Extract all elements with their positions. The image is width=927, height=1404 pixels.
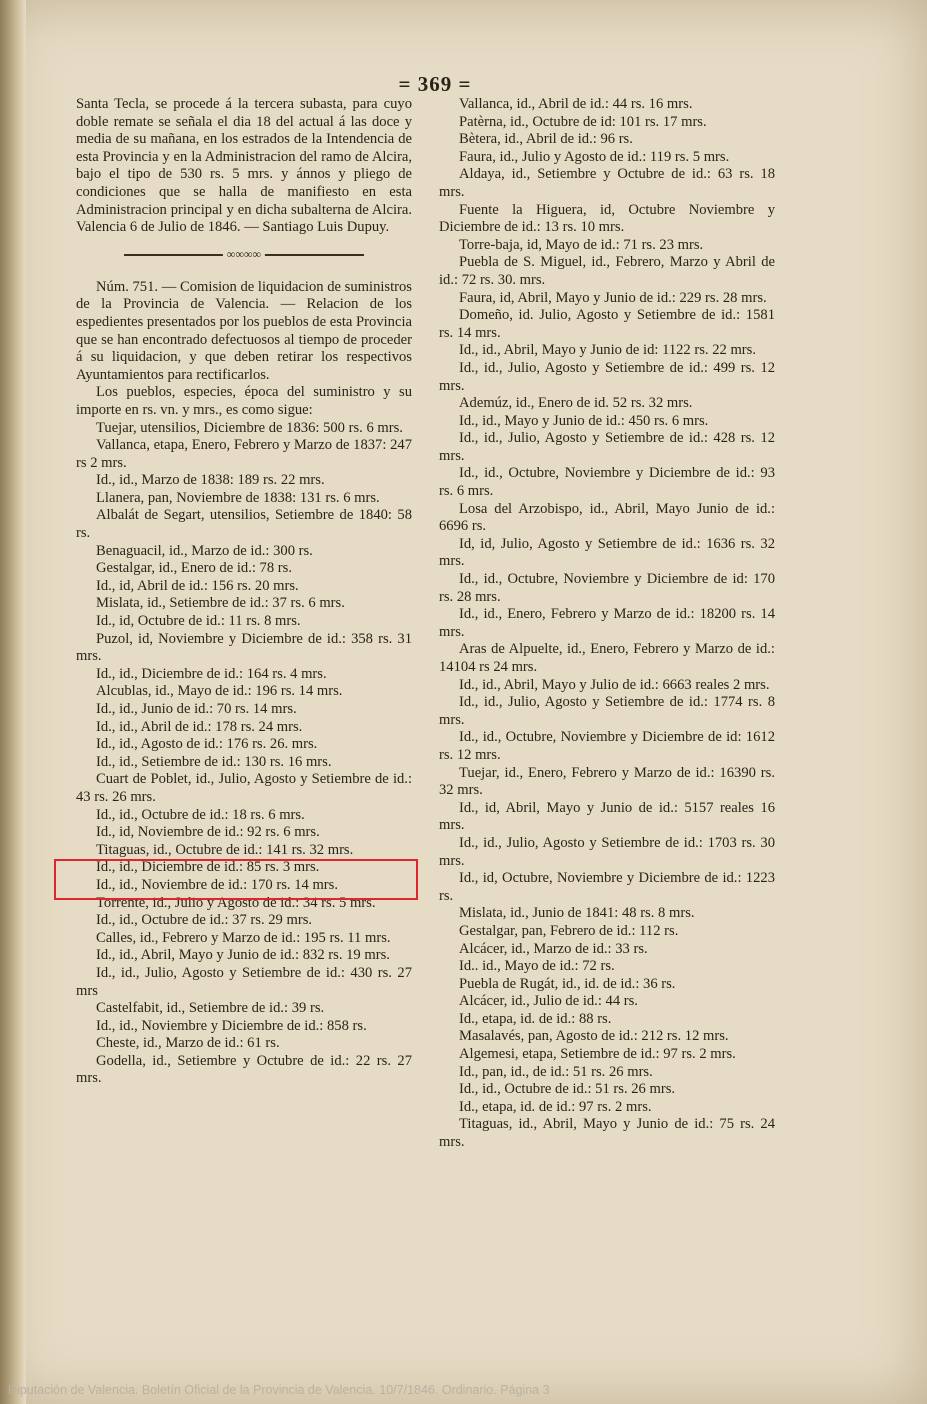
list-item: Patèrna, id., Octubre de id: 101 rs. 17 mrs. <box>459 113 707 130</box>
list-item: Id., id., Octubre de id.: 51 rs. 26 mrs. <box>459 1081 676 1098</box>
list-item: Id., id, Abril, Mayo y Junio de id.: 5157 reales 16 mrs. <box>439 799 775 834</box>
list-item: Masalavés, pan, Agosto de id.: 212 rs. 12 mrs. <box>459 1028 729 1045</box>
list-item: Calles, id., Febrero y Marzo de id.: 195 rs. 11 mrs. <box>96 929 391 946</box>
list-item: Id., id., Julio, Agosto y Setiembre de id.: 428 rs. 12 mrs. <box>439 430 775 464</box>
list-item: Id., id., Julio, Agosto y Setiembre de id.: 430 rs. 27 mrs <box>76 964 412 999</box>
announcement-lead: Los pueblos, especies, época del suministro y su importe en rs. vn. y mrs., es como sigue: <box>76 384 412 418</box>
list-item: Id., id, Octubre de id.: 11 rs. 8 mrs. <box>96 613 301 630</box>
list-item: Id., id., Julio, Agosto y Setiembre de id.: 499 rs. 12 mrs. <box>439 359 775 394</box>
list-item: Id., id., Abril, Mayo y Julio de id.: 6663 reales 2 mrs. <box>459 676 770 693</box>
list-item: Id., id., Noviembre de id.: 170 rs. 14 mrs. <box>96 876 338 893</box>
right-entry-list <box>439 96 775 1152</box>
list-item: Benaguacil, id., Marzo de id.: 300 rs. <box>96 542 313 559</box>
list-item: Tuejar, id., Enero, Febrero y Marzo de id.: 16390 rs. 32 mrs. <box>439 764 775 799</box>
list-item: Id., id., Agosto de id.: 176 rs. 26. mrs. <box>96 736 318 753</box>
list-item: Faura, id, Abril, Mayo y Junio de id.: 229 rs. 28 mrs. <box>459 289 767 306</box>
list-item: Id., id., Abril de id.: 178 rs. 24 mrs. <box>96 718 303 735</box>
list-item: Gestalgar, id., Enero de id.: 78 rs. <box>96 560 292 577</box>
list-item: Titaguas, id., Octubre de id.: 141 rs. 32 mrs. <box>96 841 354 858</box>
list-item: Id., id., Enero, Febrero y Marzo de id.: 18200 rs. 14 mrs. <box>439 606 775 640</box>
list-item: Id., id., Setiembre de id.: 130 rs. 16 mrs. <box>96 753 332 770</box>
list-item: Losa del Arzobispo, id., Abril, Mayo Junio de id.: 6696 rs. <box>439 500 775 535</box>
list-item: Godella, id., Setiembre y Octubre de id.: 22 rs. 27 mrs. <box>76 1052 412 1087</box>
list-item: Id., id., Octubre, Noviembre y Diciembre de id.: 93 rs. 6 mrs. <box>439 465 775 500</box>
list-item: Aras de Alpuelte, id., Enero, Febrero y Marzo de id.: 14104 rs 24 mrs. <box>439 641 775 675</box>
list-item: Puebla de S. Miguel, id., Febrero, Marzo y Abril de id.: 72 rs. 30. mrs. <box>439 254 775 288</box>
binding-gutter <box>0 0 26 1404</box>
list-item: Alcublas, id., Mayo de id.: 196 rs. 14 mrs. <box>96 683 343 700</box>
list-item: Gestalgar, pan, Febrero de id.: 112 rs. <box>459 922 679 939</box>
list-item: Id.. id., Mayo de id.: 72 rs. <box>459 958 615 975</box>
list-item: Faura, id., Julio y Agosto de id.: 119 rs. 5 mrs. <box>459 148 730 165</box>
list-item: Vallanca, id., Abril de id.: 44 rs. 16 mrs. <box>459 96 693 112</box>
list-item: Torrente, id., Julio y Agosto de id.: 34 rs. 5 mrs. <box>96 894 376 911</box>
list-item: Id., id., Octubre, Noviembre y Diciembre de id: 1612 rs. 12 mrs. <box>439 729 775 763</box>
list-item: Id., pan, id., de id.: 51 rs. 26 mrs. <box>459 1063 653 1080</box>
list-item: Cheste, id., Marzo de id.: 61 rs. <box>96 1035 280 1052</box>
list-item: Algemesi, etapa, Setiembre de id.: 97 rs. 2 mrs. <box>459 1046 736 1063</box>
list-item: Domeño, id. Julio, Agosto y Setiembre de id.: 1581 rs. 14 mrs. <box>439 307 775 341</box>
list-item: Id., id., Diciembre de id.: 85 rs. 3 mrs. <box>96 859 320 876</box>
list-item: Id., id, Abril de id.: 156 rs. 20 mrs. <box>96 577 299 594</box>
list-item: Mislata, id., Setiembre de id.: 37 rs. 6 mrs. <box>96 595 345 612</box>
page-number: = 369 = <box>398 72 472 96</box>
list-item: Id., id, Noviembre de id.: 92 rs. 6 mrs. <box>96 824 320 841</box>
list-item: Id., id., Octubre, Noviembre y Diciembre de id: 170 rs. 28 mrs. <box>439 571 775 605</box>
list-item: Fuente la Higuera, id, Octubre Noviembre y Diciembre de id.: 13 rs. 10 mrs. <box>439 201 775 236</box>
list-item: Id., id., Octubre de id.: 37 rs. 29 mrs. <box>96 912 313 929</box>
list-item: Id., id., Abril, Mayo y Junio de id.: 832 rs. 19 mrs. <box>96 947 390 964</box>
list-item: Alcácer, id., Julio de id.: 44 rs. <box>459 993 638 1010</box>
list-item: Llanera, pan, Noviembre de 1838: 131 rs. 6 mrs. <box>96 489 380 506</box>
list-item: Id., id., Noviembre y Diciembre de id.: 858 rs. <box>96 1017 367 1034</box>
left-entry-list <box>76 420 412 1089</box>
list-item: Id., id., Julio, Agosto y Setiembre de id.: 1774 rs. 8 mrs. <box>439 694 775 728</box>
list-item: Vallanca, etapa, Enero, Febrero y Marzo de 1837: 247 rs 2 mrs. <box>76 437 412 471</box>
highlight-box <box>54 859 418 900</box>
list-item: Titaguas, id., Abril, Mayo y Junio de id.: 75 rs. 24 mrs. <box>439 1116 775 1151</box>
list-item: Albalát de Segart, utensilios, Setiembre de 1840: 58 rs. <box>76 507 412 542</box>
left-column <box>76 96 412 1088</box>
list-item: Id., id., Mayo y Junio de id.: 450 rs. 6 mrs. <box>459 412 709 429</box>
right-column <box>439 96 775 1152</box>
list-item: Ademúz, id., Enero de id. 52 rs. 32 mrs. <box>459 395 693 412</box>
divider-ornament: ∞∞∞∞ <box>223 247 265 261</box>
section-divider <box>124 246 364 261</box>
list-item: Puebla de Rugát, id., id. de id.: 36 rs. <box>459 975 676 992</box>
list-item: Puzol, id, Noviembre y Diciembre de id.: 358 rs. 31 mrs. <box>76 630 412 665</box>
list-item: Mislata, id., Junio de 1841: 48 rs. 8 mrs. <box>459 905 695 922</box>
list-item: Aldaya, id., Setiembre y Octubre de id.: 63 rs. 18 mrs. <box>439 166 775 200</box>
intro-paragraph: Santa Tecla, se procede á la tercera subasta, para cuyo doble remate se señala el dia 18 del actual á las doce y media de su mañana, en los estrados de la Intendencia de esta Provincia y en la Administracion del ramo de Alcira, bajo el tipo de 530 rs. 5 mrs. y ánnos y pliego de condiciones que se halla de manifiesto en esta Administracion principal y en dicha subalterna de Alcira. Valencia 6 de Julio de 1846. — Santiago Luis Dupuy. <box>76 96 412 236</box>
list-item: Id., id., Marzo de 1838: 189 rs. 22 mrs. <box>96 472 325 489</box>
list-item: Id., id., Diciembre de id.: 164 rs. 4 mrs. <box>96 665 327 682</box>
list-item: Alcácer, id., Marzo de id.: 33 rs. <box>459 940 648 957</box>
list-item: Id., id., Julio, Agosto y Setiembre de id.: 1703 rs. 30 mrs. <box>439 834 775 869</box>
list-item: Castelfabit, id., Setiembre de id.: 39 rs. <box>96 1000 325 1017</box>
list-item: Torre-baja, id, Mayo de id.: 71 rs. 23 mrs. <box>459 236 704 253</box>
list-item: Id., id, Octubre, Noviembre y Diciembre de id.: 1223 rs. <box>439 870 775 904</box>
list-item: Id., id., Junio de id.: 70 rs. 14 mrs. <box>96 701 297 717</box>
list-item: Tuejar, utensilios, Diciembre de 1836: 500 rs. 6 mrs. <box>96 419 403 436</box>
list-item: Cuart de Poblet, id., Julio, Agosto y Setiembre de id.: 43 rs. 26 mrs. <box>76 771 412 805</box>
list-item: Id., id., Octubre de id.: 18 rs. 6 mrs. <box>96 806 305 823</box>
list-item: Id, id, Julio, Agosto y Setiembre de id.: 1636 rs. 32 mrs. <box>439 535 775 570</box>
list-item: Id., id., Abril, Mayo y Junio de id: 1122 rs. 22 mrs. <box>459 342 756 359</box>
footer-credit: Diputación de Valencia. Boletín Oficial de la Provincia de Valencia. 10/7/1846. Ordinario. Página 3 <box>8 1383 550 1397</box>
announcement-heading: Núm. 751. — Comision de liquidacion de suministros de la Provincia de Valencia. — Relacion de los espedientes presentados por los pueblos de esta Provincia que se han encontrado defectuosos al tiempo de proceder á su liquidacion, y que deben retirar los respectivos Ayuntamientos para rectificarlos. <box>76 278 412 383</box>
list-item: Bètera, id., Abril de id.: 96 rs. <box>459 131 633 148</box>
list-item: Id., etapa, id. de id.: 97 rs. 2 mrs. <box>459 1098 652 1115</box>
list-item: Id., etapa, id. de id.: 88 rs. <box>459 1010 612 1027</box>
